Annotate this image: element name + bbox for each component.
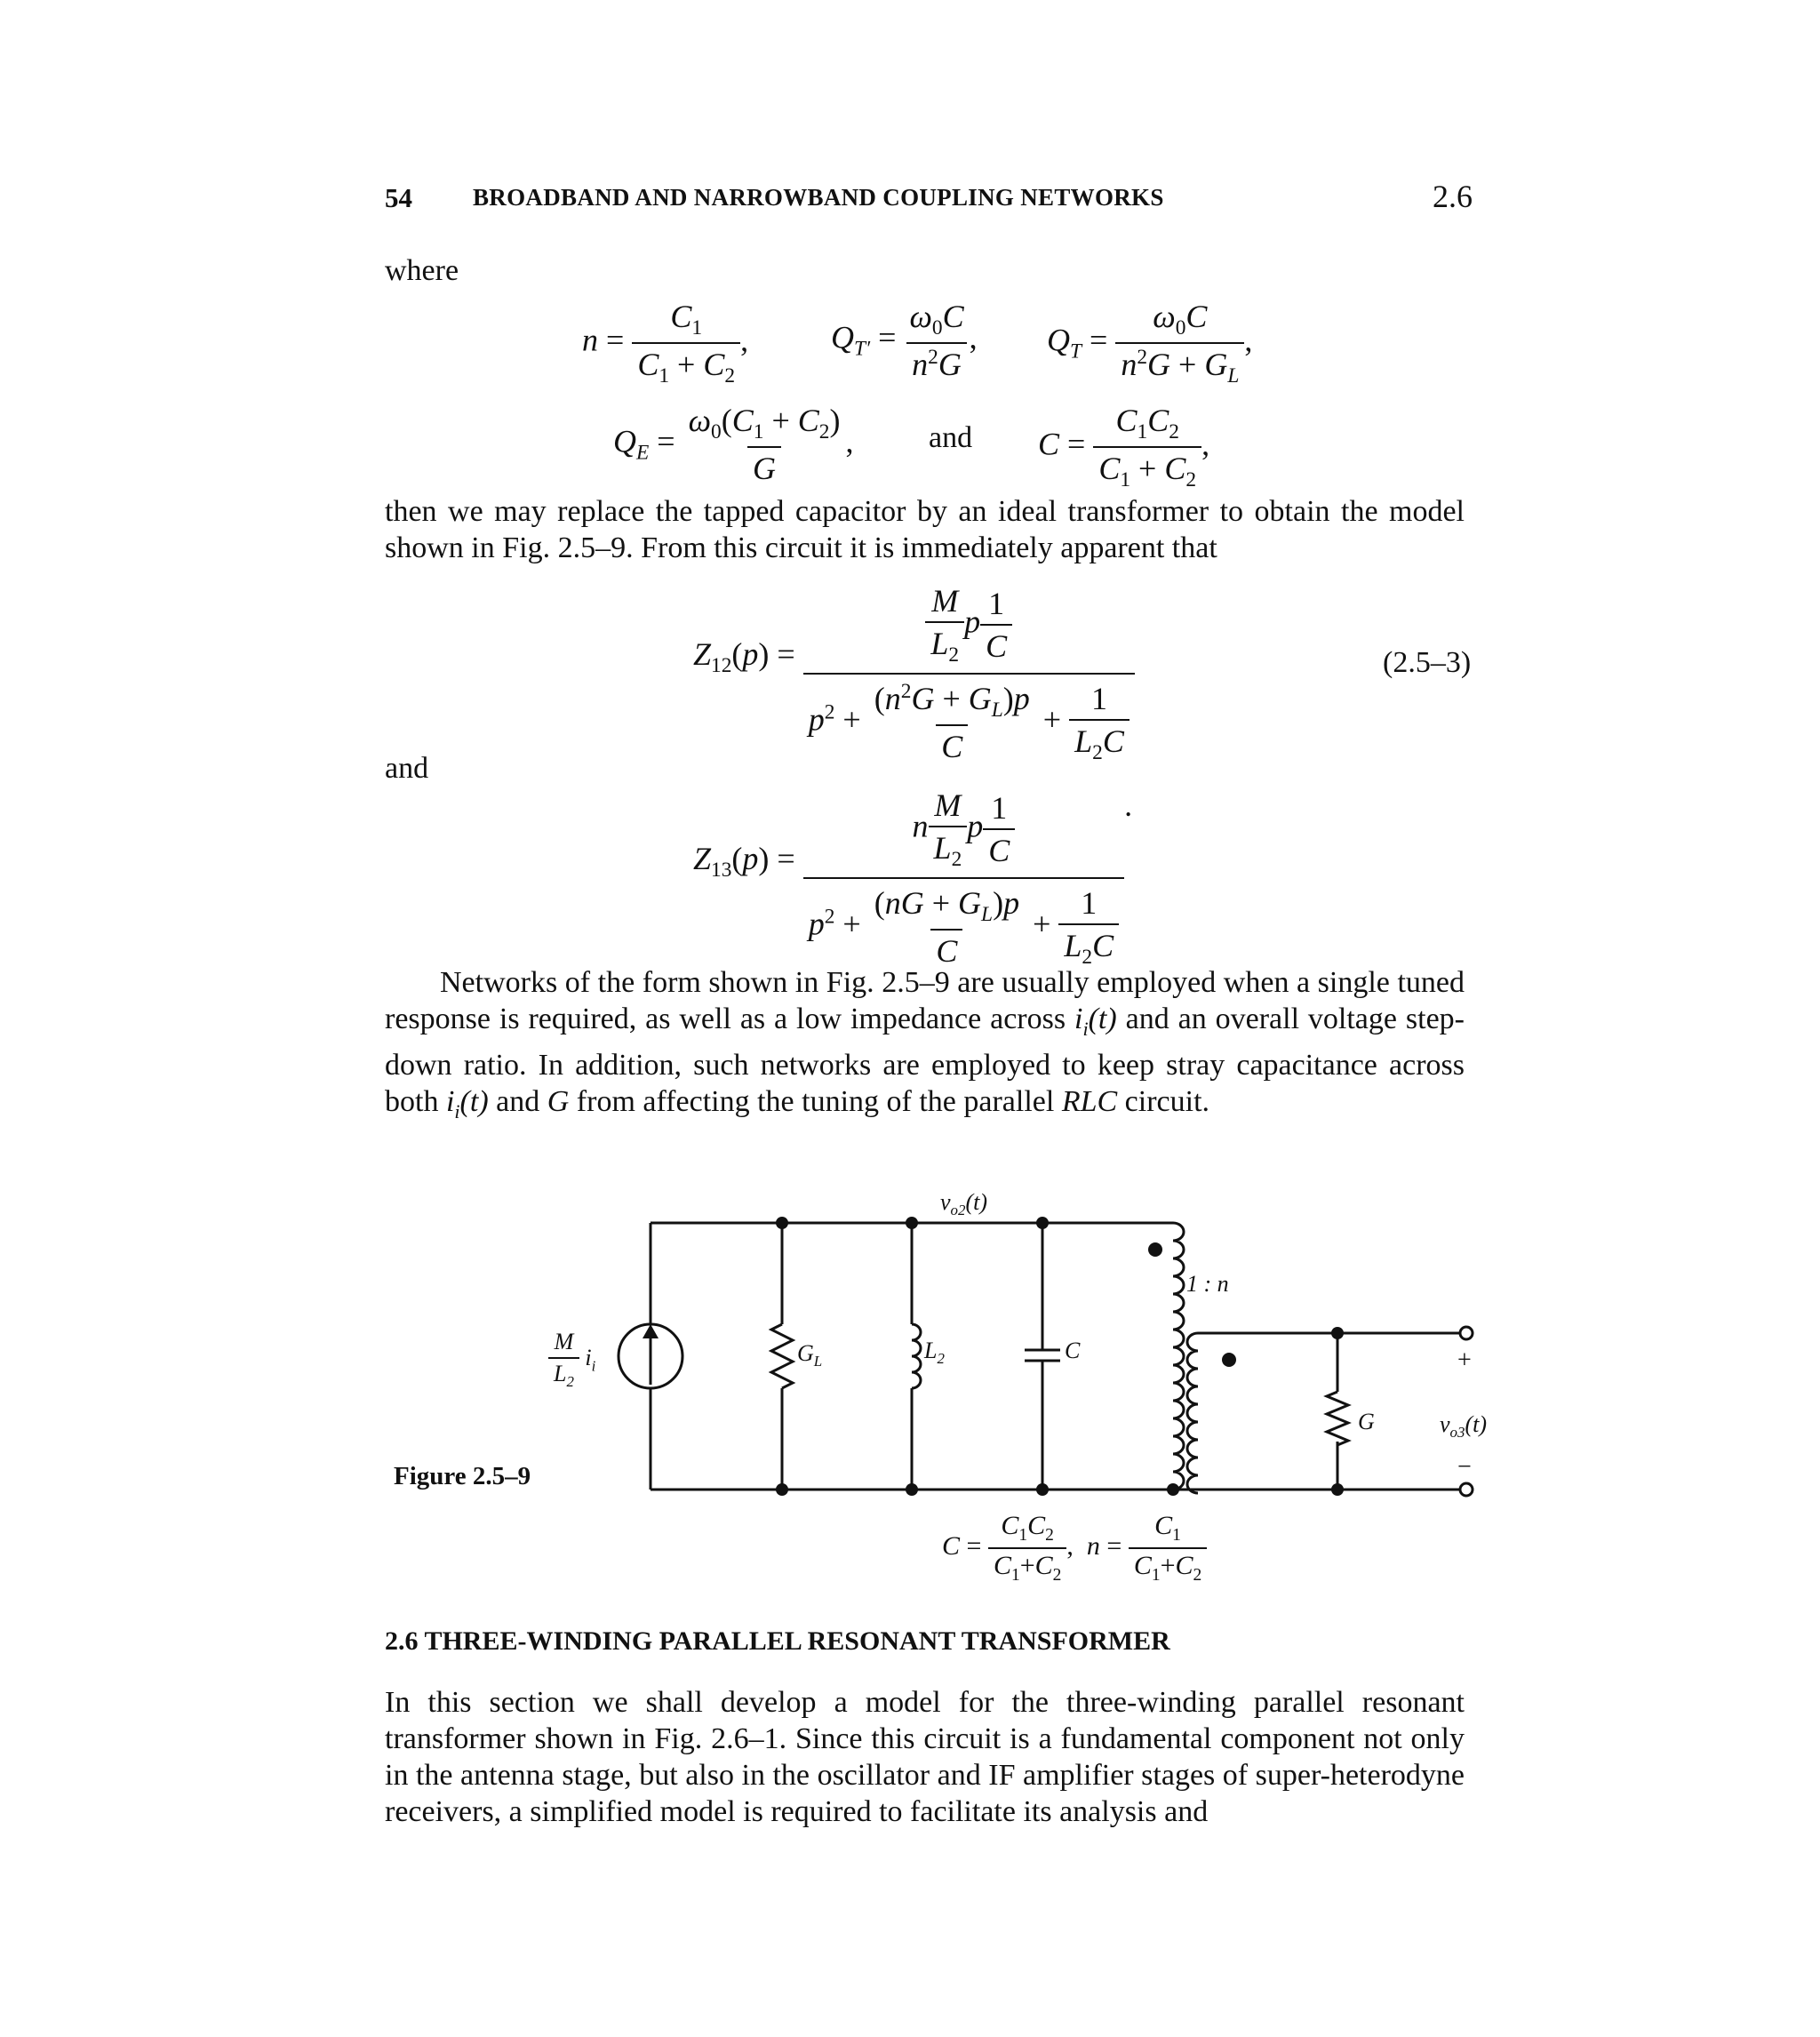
- label-vo3: $v_{o3}(t)$: [1440, 1411, 1487, 1442]
- and-inline: and: [929, 421, 973, 454]
- equation-number: (2.5–3): [1383, 646, 1472, 679]
- running-title: BROADBAND AND NARROWBAND COUPLING NETWORKS: [473, 184, 1164, 211]
- eq-qe: $Q_E$ = $\frac{\omega_0(C_1 + C_2)}{G}$ ,: [613, 403, 854, 487]
- label-source: $\frac{M}{L_2}$ $i_i$: [548, 1329, 595, 1391]
- label-c: C: [1065, 1338, 1081, 1363]
- eq-qt: $Q_T$ = $\frac{\omega_0C}{n^2G + G_L}$ ,: [1047, 299, 1253, 388]
- section-number: 2.6: [1433, 179, 1473, 214]
- page-number: 54: [385, 182, 412, 213]
- eq-z13: $Z_{13}(p)$ = n $\frac{M}{L_2}$ p $\frac{1}{C}$ $p^2$ + $\frac{(nG + G_L)p}{C}$ + $\frac{1}{L_2C}$ .: [693, 787, 1133, 970]
- capacitor-c: [1025, 1350, 1060, 1361]
- and-between-equations: and: [385, 752, 429, 785]
- eq-z12: $Z_{12}(p)$ = $\frac{M}{L_2}$ p $\frac{1}{C}$ $p^2$ + $\frac{(n^2G + G_L)p}{C}$ + $\frac{1}{L_2C}$: [693, 582, 1135, 765]
- transformer-secondary: [1187, 1333, 1198, 1493]
- junction-dots: [776, 1217, 1344, 1496]
- dot-secondary: [1222, 1353, 1236, 1367]
- label-vo2: $v_{o2}(t)$: [940, 1189, 987, 1219]
- inductor-l2: [912, 1324, 921, 1388]
- eq-c-definition: C = $\frac{C_1C_2}{C_1 + C_2}$ ,: [1038, 403, 1210, 492]
- paragraph-section: In this section we shall develop a model for the three-winding parallel resonant transformer shown in Fig. 2.6–1. Since this circuit is a fundamental component not only in the antenna stage, but also in the oscillator and IF amplifier stages of super-heterodyne receivers, a simplified model is required to facilitate its analysis and: [385, 1686, 1465, 1828]
- figure-formula: C = $\frac{C_1C_2}{C_1+C_2}$ , n = $\frac{C_1}{C_1+C_2}$: [942, 1511, 1207, 1586]
- label-g: G: [1358, 1409, 1375, 1434]
- eq-qt-prime: $Q_{T'}$ = $\frac{\omega_0C}{n^2G}$ ,: [831, 299, 978, 383]
- label-plus: +: [1457, 1346, 1472, 1374]
- label-l2: $L_2$: [924, 1338, 945, 1368]
- where-word: where: [385, 254, 459, 287]
- output-terminal-plus: [1460, 1327, 1473, 1339]
- dot-primary: [1148, 1242, 1162, 1257]
- label-gl: $G_L$: [797, 1340, 823, 1370]
- figure-label: Figure 2.5–9: [394, 1462, 531, 1490]
- output-terminal-minus: [1460, 1483, 1473, 1496]
- resistor-gl: [771, 1324, 793, 1388]
- paragraph-transformer: then we may replace the tapped capacitor by an ideal transformer to obtain the model shown in Fig. 2.5–9. From this circuit it is immediately apparent that: [385, 495, 1465, 564]
- paragraph-networks: Networks of the form shown in Fig. 2.5–9 are usually employed when a single tuned response is required, as well as a low impedance across $i_i(t)$ and an overall voltage step-down ratio. In addition, such networks are employed to keep stray capacitance across both $i_i(t)$ and G from affecting the tuning of the parallel RLC circuit.: [385, 966, 1465, 1122]
- section-heading: 2.6 THREE-WINDING PARALLEL RESONANT TRANSFORMER: [385, 1626, 1170, 1656]
- resistor-g: [1327, 1392, 1348, 1445]
- label-minus: −: [1457, 1453, 1472, 1481]
- transformer-primary: [1173, 1223, 1184, 1490]
- label-turns-ratio: 1 : n: [1186, 1271, 1229, 1297]
- eq-n-definition: n = $\frac{C_1}{C_1 + C_2}$ ,: [582, 299, 749, 388]
